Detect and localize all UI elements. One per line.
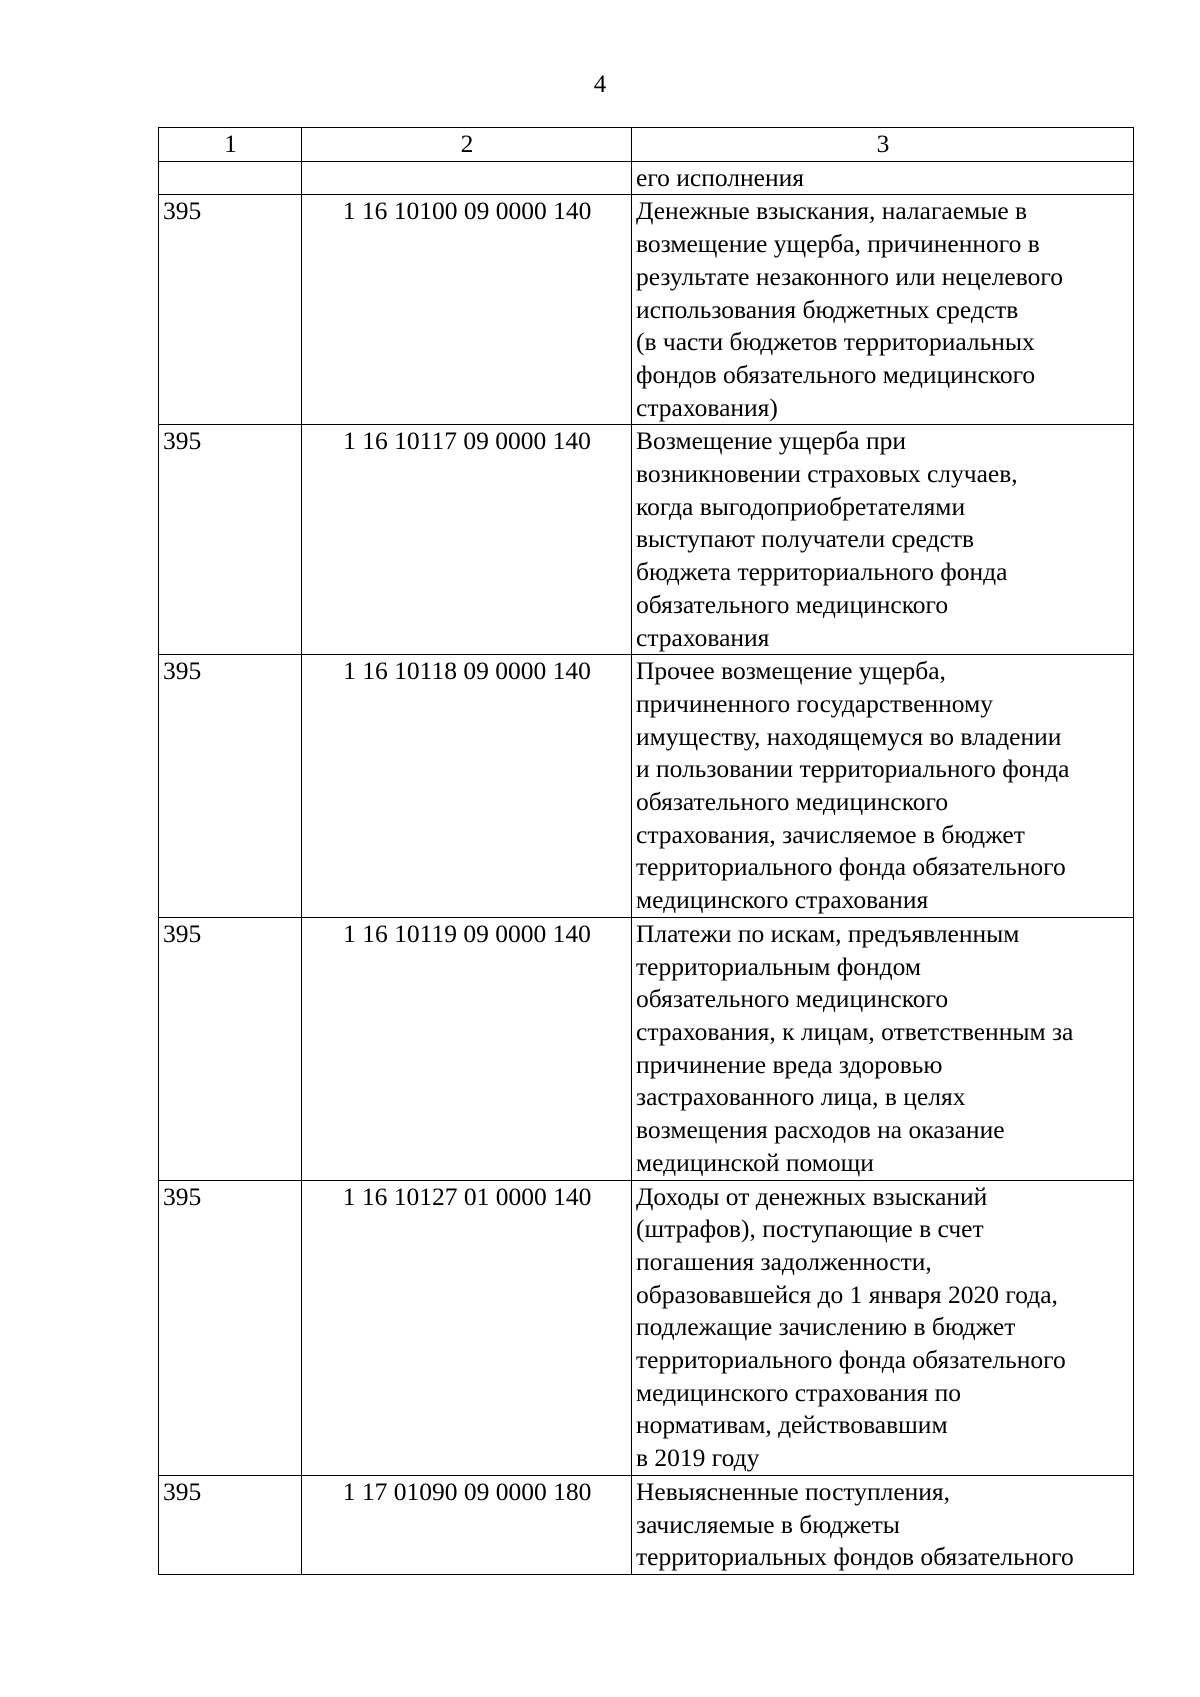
- table-row-continuation: [159, 161, 1134, 195]
- admin-code-cell: 395: [159, 195, 302, 425]
- table-row: [159, 1475, 1134, 1574]
- table-row: [159, 1180, 1134, 1475]
- admin-code-cell: [159, 161, 302, 195]
- revenue-code-cell: [302, 161, 632, 195]
- description-cell: Доходы от денежных взысканий (штрафов), поступающие в счет погашения задолженности, образовавшейся до 1 января 2020 года, подлежащие зачислению в бюджет территориального фонда обязательного медицинского страхования по нормативам, действовавшим в 2019 году: [632, 1180, 1134, 1475]
- description-cell: его исполнения: [632, 161, 1134, 195]
- revenue-code-cell: 1 16 10118 09 0000 140: [302, 655, 632, 918]
- description-cell: Возмещение ущерба при возникновении страховых случаев, когда выгодоприобретателями выступают получатели средств бюджета территориального фонда обязательного медицинского страхования: [632, 425, 1134, 655]
- admin-code-cell: 395: [159, 655, 302, 918]
- header-cell-2: 2: [302, 128, 632, 162]
- header-cell-3: 3: [632, 128, 1134, 162]
- description-cell: Денежные взыскания, налагаемые в возмещение ущерба, причиненного в результате незаконного или нецелевого использования бюджетных средств (в части бюджетов территориальных фондов обязательного медицинского страхования): [632, 195, 1134, 425]
- revenue-code-cell: 1 16 10127 01 0000 140: [302, 1180, 632, 1475]
- header-cell-1: 1: [159, 128, 302, 162]
- revenue-code-cell: 1 16 10119 09 0000 140: [302, 917, 632, 1180]
- table-row: [159, 655, 1134, 918]
- description-cell: Невыясненные поступления, зачисляемые в бюджеты территориальных фондов обязательного: [632, 1475, 1134, 1574]
- table-row: [159, 425, 1134, 655]
- revenue-code-cell: 1 17 01090 09 0000 180: [302, 1475, 632, 1574]
- table-row: [159, 917, 1134, 1180]
- admin-code-cell: 395: [159, 425, 302, 655]
- description-cell: Платежи по искам, предъявленным территориальным фондом обязательного медицинского страхования, к лицам, ответственным за причинение вреда здоровью застрахованного лица, в целях возмещения расходов на оказание медицинской помощи: [632, 917, 1134, 1180]
- revenue-code-cell: 1 16 10117 09 0000 140: [302, 425, 632, 655]
- page-number: 4: [593, 71, 607, 98]
- admin-code-cell: 395: [159, 1475, 302, 1574]
- revenue-codes-table: [158, 127, 1134, 1575]
- admin-code-cell: 395: [159, 917, 302, 1180]
- table-header-row: [159, 128, 1134, 162]
- description-cell: Прочее возмещение ущерба, причиненного государственному имуществу, находящемуся во владении и пользовании территориального фонда обязательного медицинского страхования, зачисляемое в бюджет территориального фонда обязательного медицинского страхования: [632, 655, 1134, 918]
- table-row: [159, 195, 1134, 425]
- revenue-code-cell: 1 16 10100 09 0000 140: [302, 195, 632, 425]
- admin-code-cell: 395: [159, 1180, 302, 1475]
